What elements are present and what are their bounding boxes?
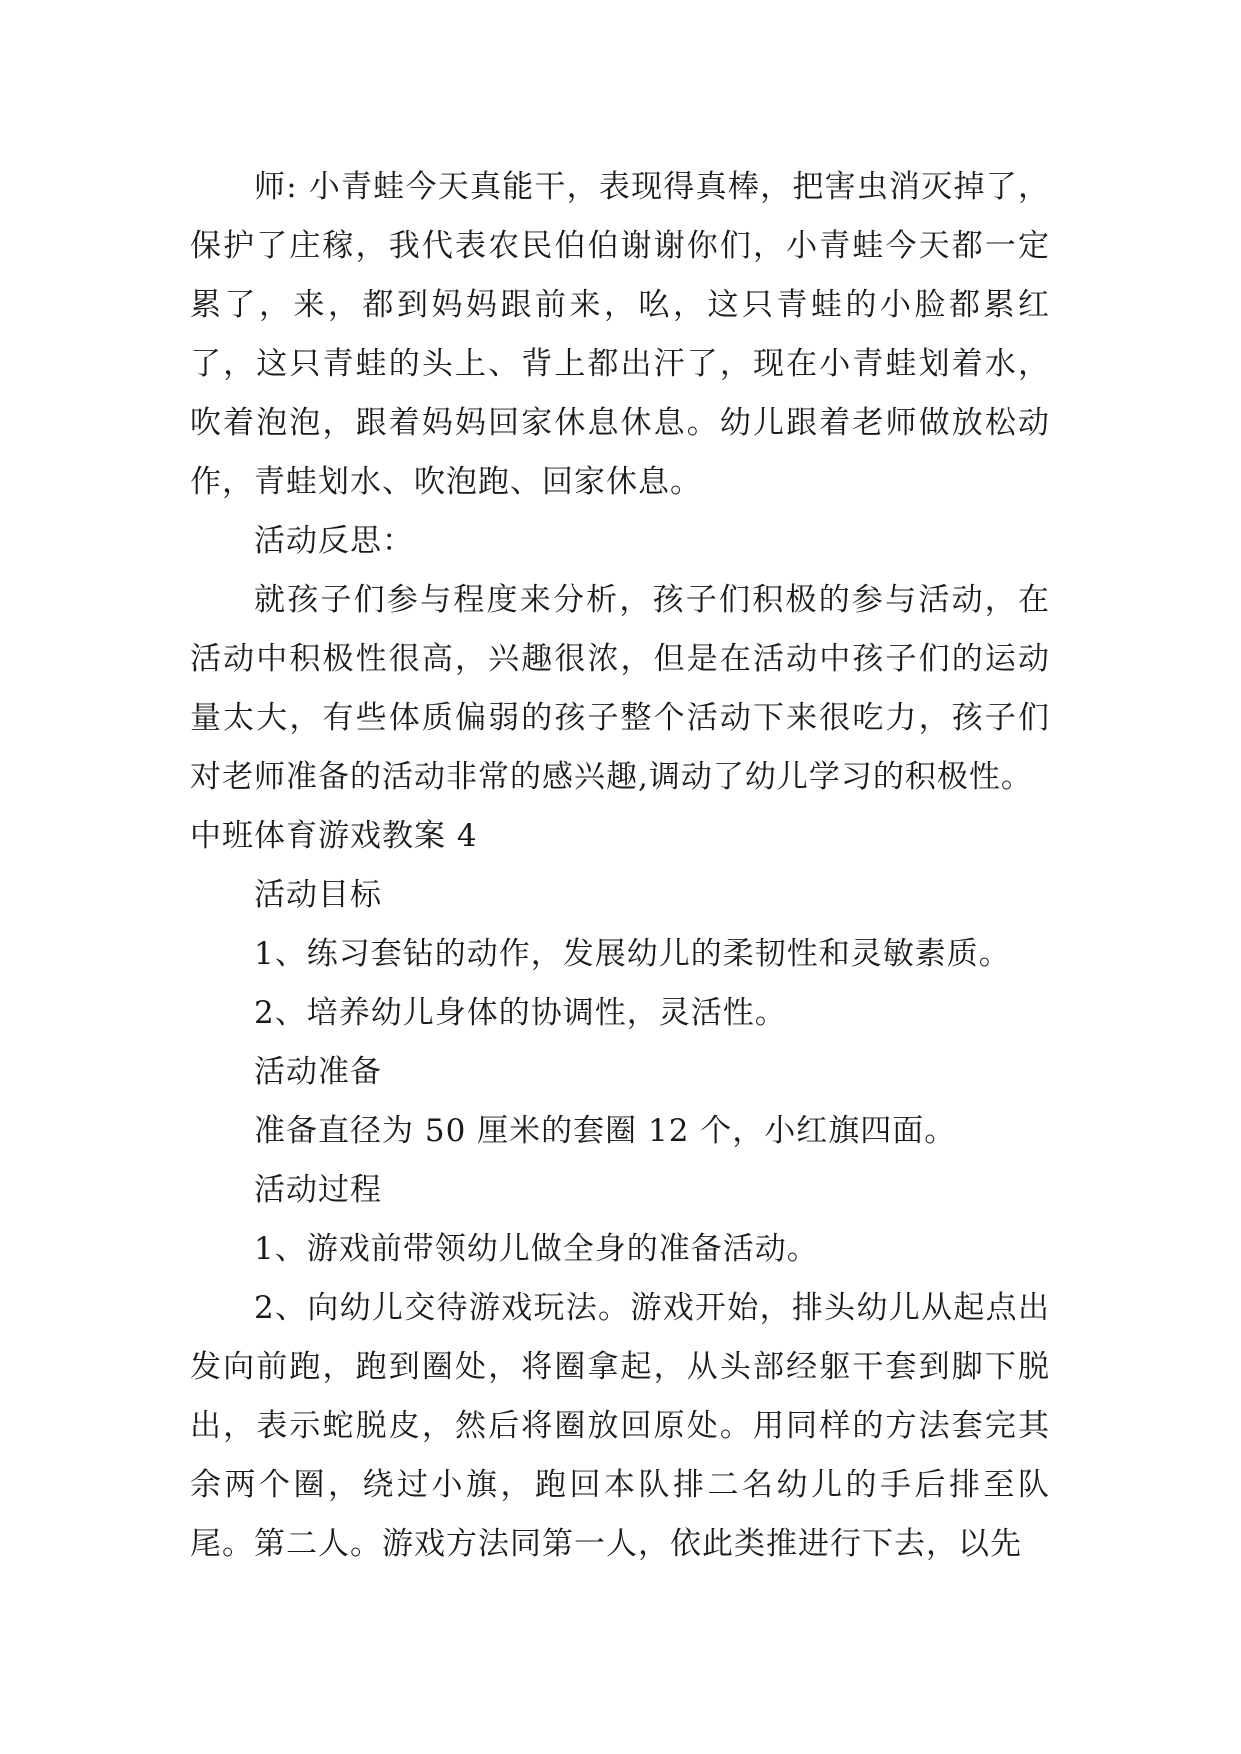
process-step-2: 2、向幼儿交待游戏玩法。游戏开始，排头幼儿从起点出发向前跑，跑到圈处，将圈拿起，从头部经躯干套到脚下脱出，表示蛇脱皮，然后将圈放回原处。用同样的方法套完其余两个圈，绕过小旗，跑回本队排二名幼儿的手后排至队尾。第二人。游戏方法同第一人，依此类推进行下去，以先 (190, 1290, 1050, 1562)
paragraph-preparation: 准备直径为 50 厘米的套圈 12 个，小红旗四面。 (254, 1113, 957, 1149)
heading-activity-process: 活动过程 (254, 1172, 382, 1208)
heading-activity-preparation: 活动准备 (254, 1054, 382, 1090)
goal-item-2: 2、培养幼儿身体的协调性，灵活性。 (254, 995, 787, 1031)
process-step-1: 1、游戏前带领幼儿做全身的准备活动。 (254, 1231, 819, 1267)
section-title: 中班体育游戏教案 4 (190, 818, 478, 854)
paragraph-reflection: 就孩子们参与程度来分析，孩子们积极的参与活动，在活动中积极性很高，兴趣很浓，但是在活动中孩子们的运动量太大，有些体质偏弱的孩子整个活动下来很吃力，孩子们对老师准备的活动非常的感兴趣,调动了幼儿学习的积极性。 (190, 582, 1050, 795)
paragraph-teacher-speech: 师: 小青蛙今天真能干，表现得真棒，把害虫消灭掉了，保护了庄稼，我代表农民伯伯谢谢你们，小青蛙今天都一定累了，来，都到妈妈跟前来，吆，这只青蛙的小脸都累红了，这只青蛙的头上、背上都出汗了，现在小青蛙划着水，吹着泡泡，跟着妈妈回家休息休息。幼儿跟着老师做放松动作，青蛙划水、吹泡跑、回家休息。 (190, 169, 1050, 500)
heading-activity-reflection: 活动反思： (254, 523, 414, 559)
goal-item-1: 1、练习套钻的动作，发展幼儿的柔韧性和灵敏素质。 (254, 936, 1011, 972)
document-body (190, 158, 1050, 1574)
heading-activity-goals: 活动目标 (254, 877, 382, 913)
